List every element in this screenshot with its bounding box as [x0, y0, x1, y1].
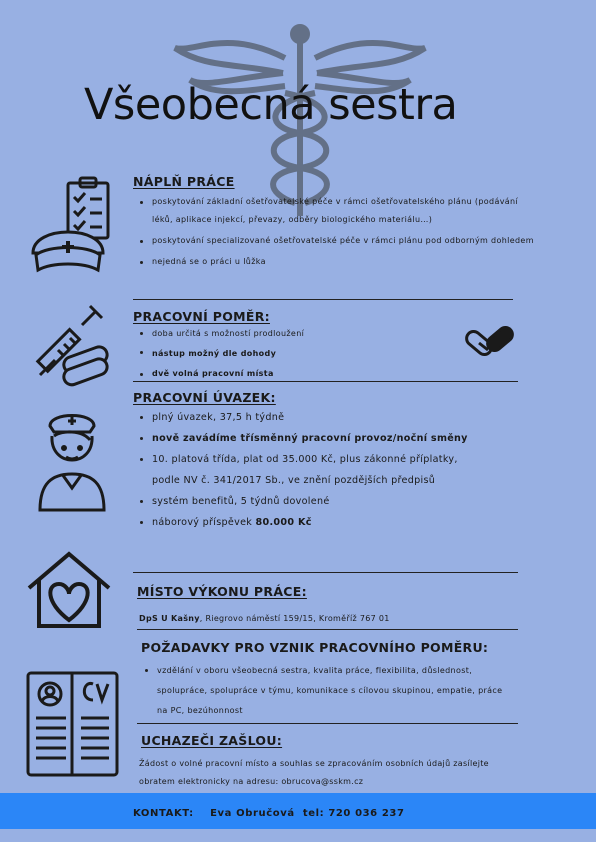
work-address [139, 611, 519, 627]
divider [133, 299, 513, 300]
section-heading-uvazek: PRACOVNÍ ÚVAZEK: [133, 390, 276, 405]
address-text: , Riegrovo náměstí 159/15, Kroměříž 767 01 [199, 614, 390, 623]
contact-name: Eva Obručová [210, 808, 295, 819]
list-item: 10. platová třída, plat od 35.000 Kč, plus zákonné příplatky, podle NV č. 341/2017 Sb., ve znění pozdějších předpisů [138, 449, 478, 491]
section-heading-pomer: PRACOVNÍ POMĚR: [133, 309, 270, 324]
house-heart-icon [25, 550, 113, 630]
list-item: systém benefitů, 5 týdnů dovolené [138, 491, 478, 512]
divider [133, 381, 518, 382]
section-heading-napln: NÁPLŇ PRÁCE [133, 174, 235, 189]
nurse-cap-icon [28, 215, 108, 275]
napln-list [138, 193, 538, 271]
list-item: poskytování specializované ošetřovatelské péče v rámci plánu pod odborným dohledem [138, 232, 538, 250]
nabor-label: náborový příspěvek [152, 517, 253, 528]
bandage-icon [58, 340, 113, 388]
list-item [138, 512, 478, 533]
pomer-list [138, 324, 458, 383]
divider [137, 723, 518, 724]
contact-label: KONTAKT: [133, 808, 194, 819]
section-heading-misto: MÍSTO VÝKONU PRÁCE: [137, 584, 307, 599]
list-item: poskytování základní ošetřovatelské péče v rámci ošetřovatelského plánu (podávání léků, aplikace injekcí, převazy, odběry biologického materiálu…) [138, 193, 538, 229]
application-instructions: Žádost o volné pracovní místo a souhlas se zpracováním osobních údajů zasílejte obratem elektronicky na adresu: obrucova@sskm.cz [139, 759, 489, 786]
page-title: Všeobecná sestra [84, 80, 458, 130]
section-heading-pozadavky: POŽADAVKY PRO VZNIK PRACOVNÍHO POMĚRU: [141, 640, 489, 655]
list-item: doba určitá s možností prodloužení [138, 324, 458, 343]
uvazek-list [138, 407, 478, 533]
list-item: nástup možný dle dohody [138, 343, 458, 365]
list-item: vzdělání v oboru všeobecná sestra, kvalita práce, flexibilita, důslednost, spolupráce, spolupráce v týmu, komunikace s cílovou skupinou, empatie, práce na PC, bezúhonnost [143, 661, 513, 721]
list-item: nejedná se o práci u lůžka [138, 253, 538, 271]
contact-phone: tel: 720 036 237 [302, 808, 405, 819]
divider [137, 629, 518, 630]
divider [133, 572, 518, 573]
list-item: dvě volná pracovní místa [138, 365, 458, 383]
contact-line [133, 808, 405, 819]
list-item: nově zavádíme třísměnný pracovní provoz/noční směny [138, 428, 478, 449]
cv-document-icon [25, 670, 120, 778]
nabor-amount: 80.000 Kč [255, 517, 312, 528]
pills-icon [462, 322, 517, 367]
organization-name: DpS U Kašny [139, 614, 200, 623]
pozadavky-list [143, 661, 513, 721]
list-item: plný úvazek, 37,5 h týdně [138, 407, 478, 428]
section-heading-zaslou: UCHAZEČI ZAŠLOU: [141, 733, 283, 748]
nurse-avatar-icon [32, 408, 112, 513]
